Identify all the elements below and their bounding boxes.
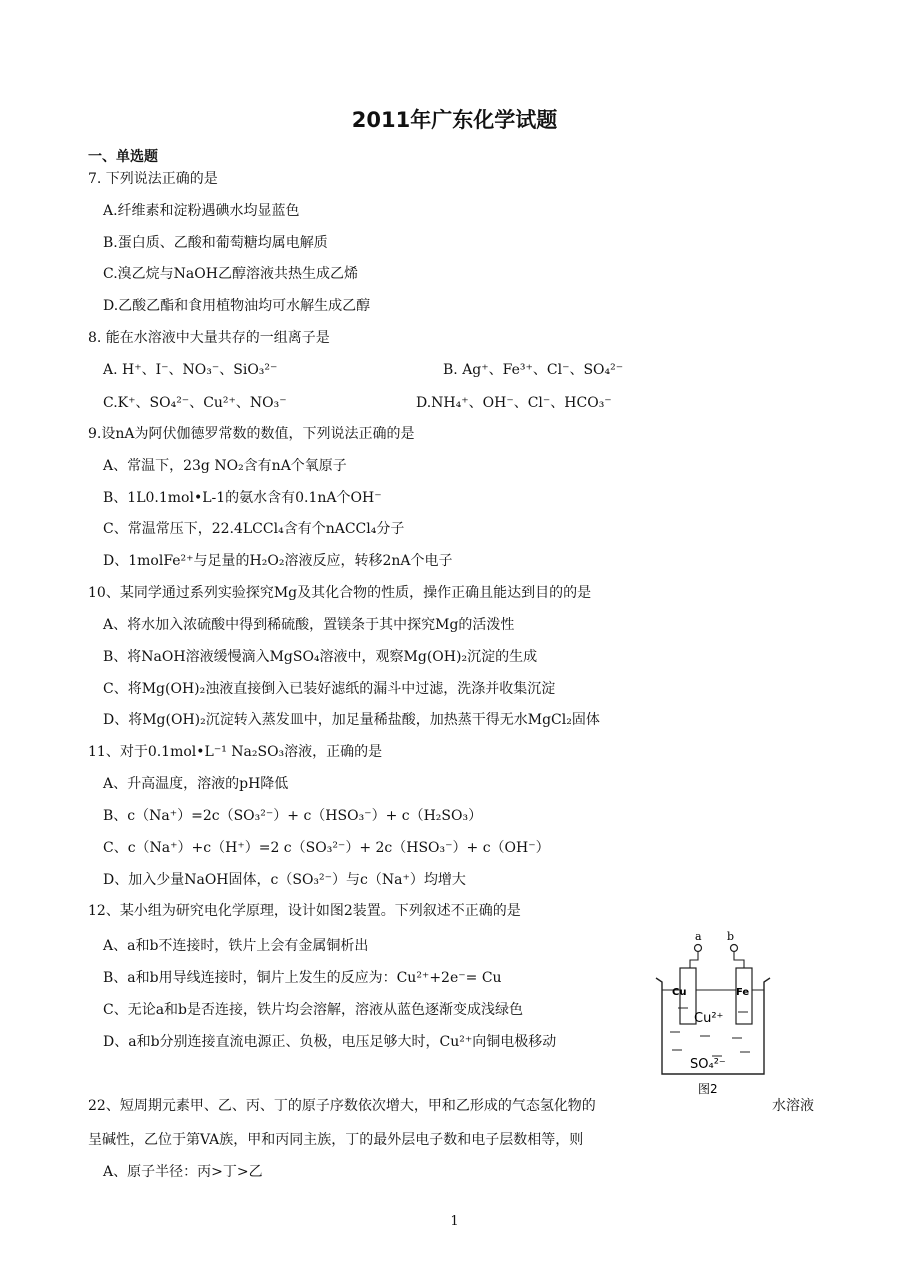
question-22-option-a: A、原子半径：丙>丁>乙 — [103, 1164, 263, 1180]
question-22-line1-tail: 水溶液 — [772, 1098, 814, 1114]
question-11-option-d: D、加入少量NaOH固体，c（SO₃²⁻）与c（Na⁺）均增大 — [103, 872, 466, 888]
page-number: 1 — [450, 1214, 459, 1229]
question-12-option-b: B、a和b用导线连接时，铜片上发生的反应为：Cu²⁺+2e⁻= Cu — [103, 970, 502, 986]
question-8-option-d: D.NH₄⁺、OH⁻、Cl⁻、HCO₃⁻ — [416, 395, 612, 411]
question-7-option-a: A.纤维素和淀粉遇碘水均显蓝色 — [103, 203, 300, 219]
copper-ion-label: Cu²⁺ — [694, 1011, 724, 1026]
question-8-option-a: A. H⁺、I⁻、NO₃⁻、SiO₃²⁻ — [103, 362, 278, 378]
question-10-option-d: D、将Mg(OH)₂沉淀转入蒸发皿中，加足量稀盐酸，加热蒸干得无水MgCl₂固体 — [103, 712, 600, 728]
question-11-stem: 11、对于0.1mol•L⁻¹ Na₂SO₃溶液，正确的是 — [88, 744, 383, 760]
question-9-option-a: A、常温下，23g NO₂含有nA个氧原子 — [103, 458, 347, 474]
question-22-line2: 呈碱性，乙位于第VA族，甲和丙同主族，丁的最外层电子数和电子层数相等，则 — [88, 1132, 584, 1148]
figure-caption: 图2 — [698, 1082, 718, 1096]
terminal-a-circle — [695, 945, 702, 952]
terminal-b-circle — [731, 945, 738, 952]
question-22-line1: 22、短周期元素甲、乙、丙、丁的原子序数依次增大，甲和乙形成的气态氢化物的 — [88, 1098, 596, 1114]
section-heading: 一、单选题 — [88, 149, 158, 165]
iron-label: Fe — [736, 987, 750, 998]
question-11-option-a: A、升高温度，溶液的pH降低 — [103, 776, 289, 792]
question-8-stem: 8. 能在水溶液中大量共存的一组离子是 — [88, 330, 330, 346]
electrochemical-cell-figure — [652, 928, 772, 1100]
question-11-option-b: B、c（Na⁺）=2c（SO₃²⁻）+ c（HSO₃⁻）+ c（H₂SO₃） — [103, 808, 483, 824]
sulfate-ion-label: SO₄²⁻ — [690, 1057, 726, 1072]
copper-label: Cu — [672, 987, 687, 998]
question-7-option-c: C.溴乙烷与NaOH乙醇溶液共热生成乙烯 — [103, 266, 358, 282]
question-8-option-c: C.K⁺、SO₄²⁻、Cu²⁺、NO₃⁻ — [103, 395, 287, 411]
document-title: 2011年广东化学试题 — [351, 108, 558, 132]
question-7-stem: 7. 下列说法正确的是 — [88, 171, 218, 187]
question-9-option-c: C、常温常压下，22.4LCCl₄含有个nACCl₄分子 — [103, 521, 405, 537]
wire-b — [734, 952, 744, 968]
question-7-option-d: D.乙酸乙酯和食用植物油均可水解生成乙醇 — [103, 298, 371, 314]
terminal-a — [695, 930, 703, 952]
question-8-option-b: B. Ag⁺、Fe³⁺、Cl⁻、SO₄²⁻ — [443, 362, 624, 378]
question-10-option-a: A、将水加入浓硫酸中得到稀硫酸，置镁条于其中探究Mg的活泼性 — [103, 617, 515, 633]
question-9-option-b: B、1L0.1mol•L-1的氨水含有0.1nA个OH⁻ — [103, 490, 382, 506]
question-12-stem: 12、某小组为研究电化学原理，设计如图2装置。下列叙述不正确的是 — [88, 903, 521, 919]
question-10-stem: 10、某同学通过系列实验探究Mg及其化合物的性质，操作正确且能达到目的的是 — [88, 585, 592, 601]
question-9-option-d: D、1molFe²⁺与足量的H₂O₂溶液反应，转移2nA个电子 — [103, 553, 453, 569]
question-7-option-b: B.蛋白质、乙酸和葡萄糖均属电解质 — [103, 235, 328, 251]
question-12-option-a: A、a和b不连接时，铁片上会有金属铜析出 — [103, 938, 369, 954]
question-12-option-d: D、a和b分别连接直流电源正、负极，电压足够大时，Cu²⁺向铜电极移动 — [103, 1034, 557, 1050]
question-12-option-c: C、无论a和b是否连接，铁片均会溶解，溶液从蓝色逐渐变成浅绿色 — [103, 1002, 524, 1018]
wire-a — [690, 952, 698, 968]
question-10-option-c: C、将Mg(OH)₂浊液直接倒入已装好滤纸的漏斗中过滤，洗涤并收集沉淀 — [103, 681, 556, 697]
question-9-stem: 9.设nA为阿伏伽德罗常数的数值，下列说法正确的是 — [88, 426, 415, 442]
question-11-option-c: C、c（Na⁺）+c（H⁺）=2 c（SO₃²⁻）+ 2c（HSO₃⁻）+ c（OH⁻） — [103, 840, 550, 856]
question-10-option-b: B、将NaOH溶液缓慢滴入MgSO₄溶液中，观察Mg(OH)₂沉淀的生成 — [103, 649, 538, 665]
terminal-b-label: b — [727, 930, 735, 943]
terminal-a-label: a — [695, 930, 702, 943]
terminal-b — [727, 930, 738, 952]
